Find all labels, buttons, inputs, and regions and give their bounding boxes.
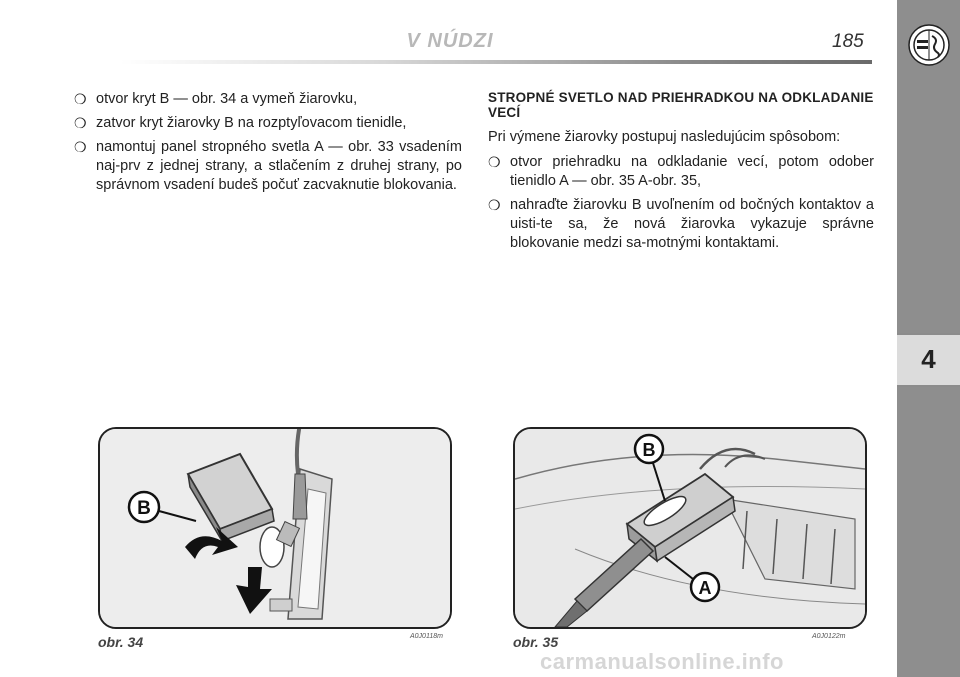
figure-35-label-a: A — [698, 578, 712, 598]
page-number: 185 — [832, 31, 864, 52]
bullet-mark: ❍ — [74, 115, 87, 131]
list-item — [74, 114, 462, 133]
list-item-text: otvor priehradku na odkladanie vecí, potom odober tienidlo A — obr. 35 A-obr. 35, — [510, 154, 874, 189]
figure-35-label-b: B — [642, 440, 656, 460]
chapter-number: 4 — [921, 344, 936, 374]
right-column — [488, 90, 874, 258]
list-item — [488, 196, 874, 253]
intro-text: Pri výmene žiarovky postupuj nasledujúcim spôsobom: — [488, 129, 841, 145]
bullet-mark: ❍ — [74, 139, 87, 155]
figure-34-code: A0J0118m — [410, 633, 443, 640]
list-item — [74, 90, 462, 109]
alfa-romeo-logo-icon — [908, 24, 950, 66]
bullet-mark: ❍ — [488, 197, 501, 213]
list-item-text: zatvor kryt žiarovky B na rozptyľovacom tienidle, — [96, 115, 407, 131]
figure-35-caption: obr. 35 — [513, 634, 559, 650]
figure-34-caption: obr. 34 — [98, 634, 144, 650]
list-item — [74, 138, 462, 195]
watermark: carmanualsonline.info — [540, 649, 784, 674]
bullet-mark: ❍ — [74, 91, 87, 107]
page-title: V NÚDZI — [406, 30, 494, 52]
section-heading: STROPNÉ SVETLO NAD PRIEHRADKOU NA ODKLADANIE VECÍ — [488, 90, 874, 120]
list-item-text: namontuj panel stropného svetla A — obr. 33 vsadením naj-prv z jednej strany, a stlačením z druhej strany, po správnom vsadení budeš počuť zacvaknutie blokovania. — [96, 139, 462, 193]
figure-35-illustration — [513, 427, 867, 629]
figure-34-illustration — [98, 427, 452, 629]
figure-35-code: A0J0122m — [812, 633, 846, 640]
list-item-text: nahraďte žiarovku B uvoľnením od bočných kontaktov a uisti-te sa, že nová žiarovka vykazuje správne blokovanie medzi sa-motnými kontaktami. — [510, 197, 874, 251]
chapter-sidebar — [897, 0, 960, 677]
header-rule — [120, 60, 872, 64]
list-item-text: otvor kryt B — obr. 34 a vymeň žiarovku, — [96, 91, 358, 107]
figure-34-label-b: B — [137, 498, 151, 519]
bullet-mark: ❍ — [488, 154, 501, 170]
list-item — [488, 153, 874, 191]
sidebar-segment-bottom — [897, 387, 960, 677]
left-column — [74, 90, 462, 200]
